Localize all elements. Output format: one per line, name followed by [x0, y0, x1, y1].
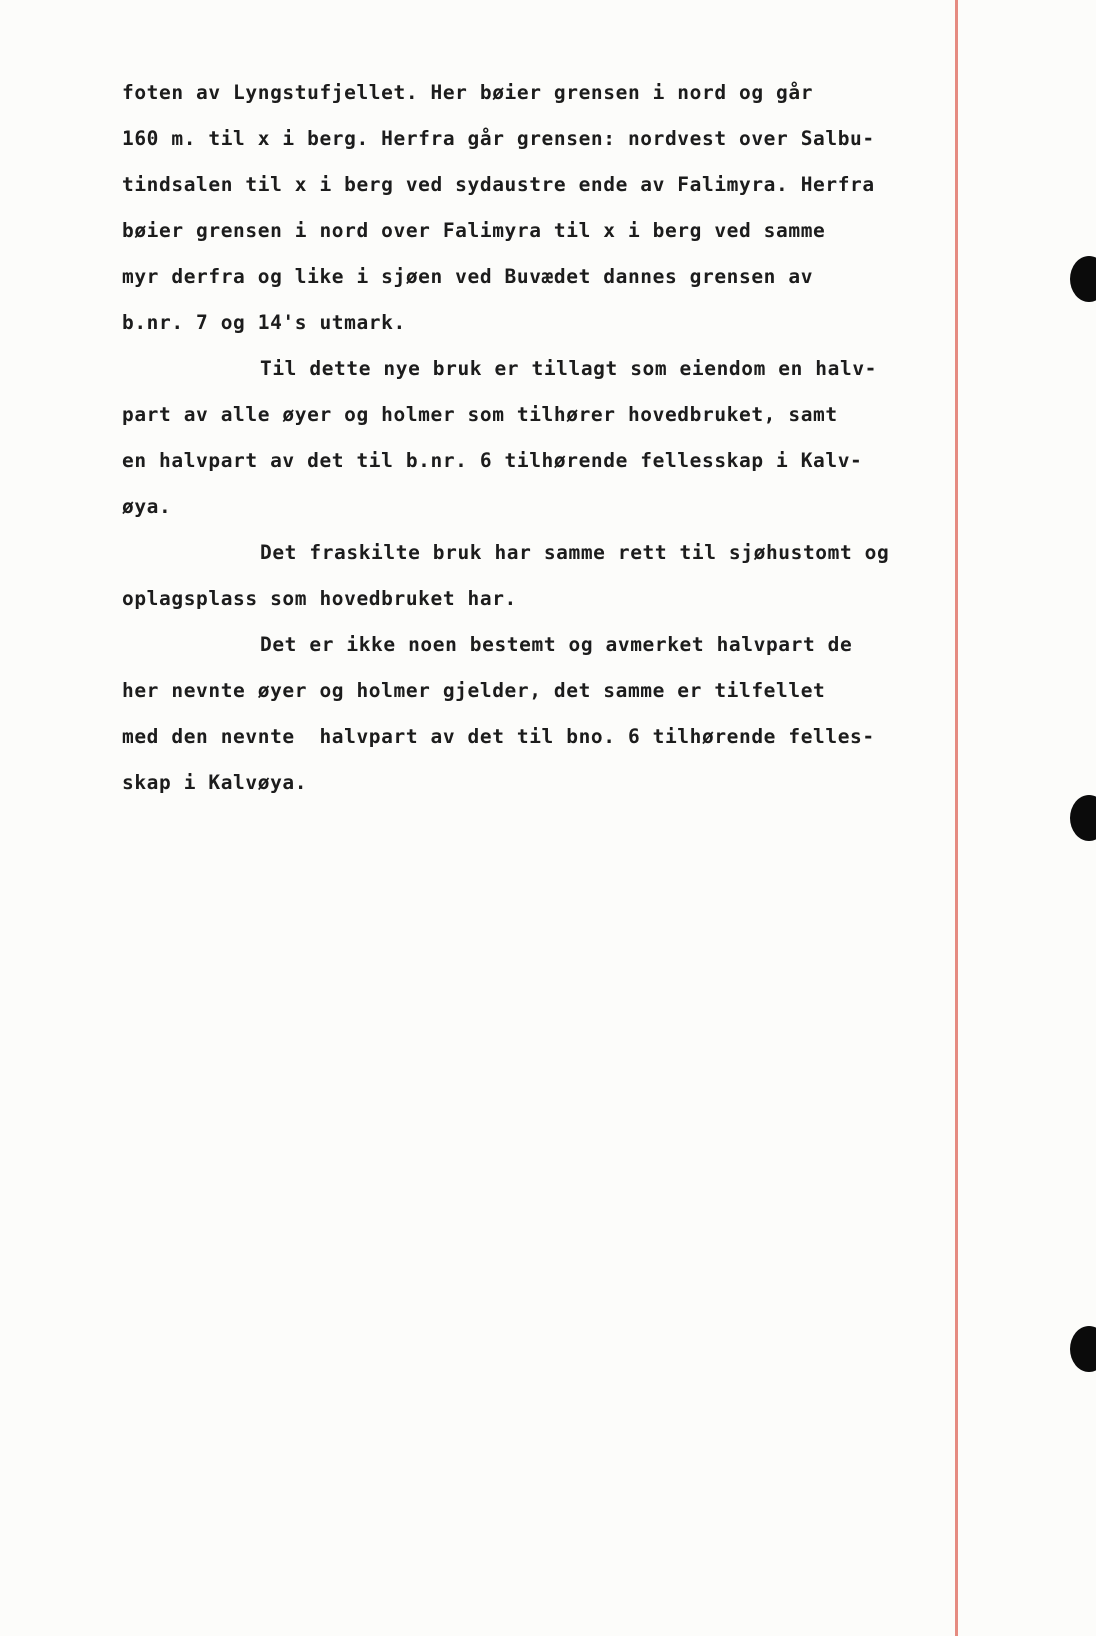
punch-hole [1070, 1326, 1096, 1372]
text-line: Til dette nye bruk er tillagt som eiendom en halv- [260, 357, 877, 380]
bleed-through-text [235, 790, 1095, 928]
text-line: bøier grensen i nord over Falimyra til x i berg ved samme [122, 219, 826, 242]
text-line: øya. [122, 495, 172, 518]
text-line: part av alle øyer og holmer som tilhører hovedbruket, samt [122, 403, 838, 426]
text-line: tindsalen til x i berg ved sydaustre ende av Falimyra. Herfra [122, 173, 875, 196]
text-line: her nevnte øyer og holmer gjelder, det samme er tilfellet [122, 679, 826, 702]
text-line: med den nevnte halvpart av det til bno. 6 tilhørende felles- [122, 725, 875, 748]
text-line: Det er ikke noen bestemt og avmerket halvpart de [260, 633, 853, 656]
text-line: foten av Lyngstufjellet. Her bøier grensen i nord og går [122, 81, 814, 104]
text-line: skap i Kalvøya. [122, 771, 308, 794]
bleed-through-line [235, 882, 1095, 928]
typed-text-body [122, 70, 962, 806]
bleed-through-line [235, 836, 1095, 882]
text-line: oplagsplass som hovedbruket har. [122, 587, 517, 610]
punch-hole [1070, 256, 1096, 302]
text-line: 160 m. til x i berg. Herfra går grensen: nordvest over Salbu- [122, 127, 875, 150]
text-line: en halvpart av det til b.nr. 6 tilhørende fellesskap i Kalv- [122, 449, 863, 472]
text-line: myr derfra og like i sjøen ved Buvædet dannes grensen av [122, 265, 814, 288]
text-line: b.nr. 7 og 14's utmark. [122, 311, 406, 334]
text-line: Det fraskilte bruk har samme rett til sjøhustomt og [260, 541, 890, 564]
bleed-through-line [235, 790, 1095, 836]
